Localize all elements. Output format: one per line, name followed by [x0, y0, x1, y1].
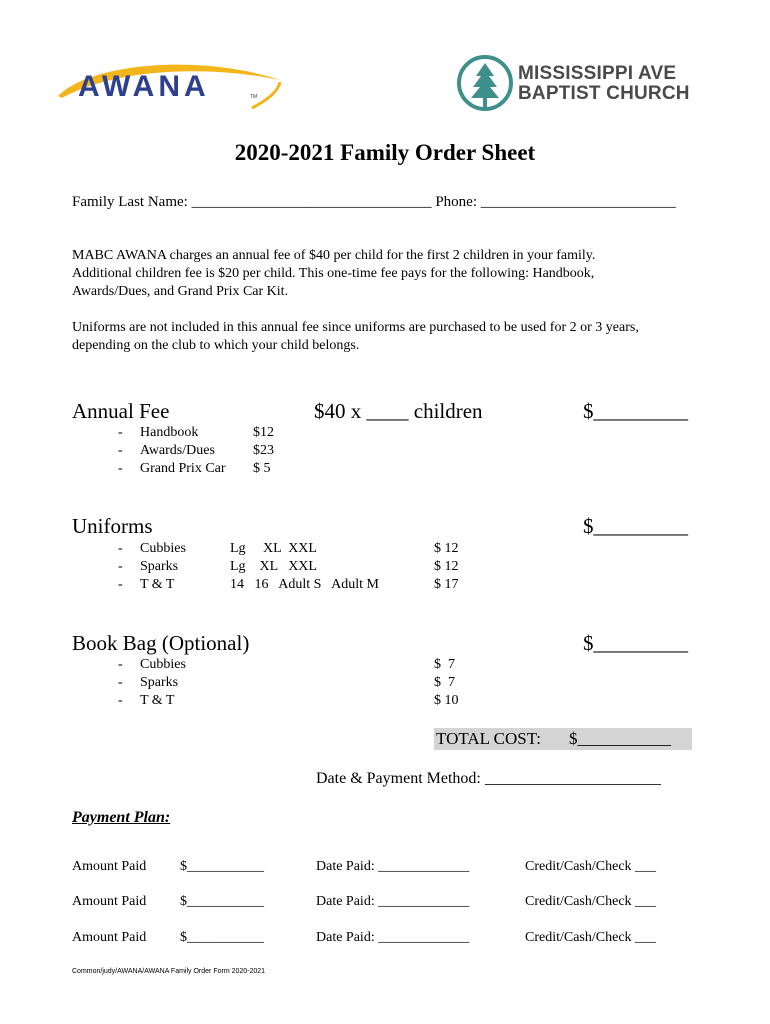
book-bag-cubbies-price: $ 7: [434, 657, 455, 672]
book-bag-tt-price: $ 10: [434, 693, 459, 708]
amount-paid-label: Amount Paid: [72, 930, 147, 945]
phone-label: Phone:: [435, 194, 477, 210]
amount-paid-label: Amount Paid: [72, 894, 147, 909]
uniform-cubbies-price: $ 12: [434, 541, 459, 556]
intro-paragraph: [72, 247, 595, 301]
page-title: 2020-2021 Family Order Sheet: [234, 140, 536, 165]
list-dash: -: [118, 657, 123, 672]
date-paid-field[interactable]: Date Paid: _____________: [316, 859, 470, 874]
uniforms-heading: Uniforms: [72, 514, 153, 538]
payment-plan-heading: Payment Plan:: [72, 809, 171, 826]
family-last-name-field[interactable]: ________________________________: [191, 194, 432, 210]
payment-method-field[interactable]: Credit/Cash/Check ___: [525, 859, 657, 874]
list-dash: -: [118, 559, 123, 574]
uniform-cubbies-label: Cubbies: [140, 541, 186, 556]
list-dash: -: [118, 425, 123, 440]
date-paid-field[interactable]: Date Paid: _____________: [316, 894, 470, 909]
amount-paid-field[interactable]: $___________: [180, 859, 264, 874]
amount-paid-field[interactable]: $___________: [180, 894, 264, 909]
uniform-tt-price: $ 17: [434, 577, 459, 592]
awana-logo: [52, 56, 292, 118]
church-name-line-1: MISSISSIPPI AVE: [518, 63, 677, 84]
list-dash: -: [118, 577, 123, 592]
grand-prix-car-label: Grand Prix Car: [140, 461, 226, 476]
book-bag-heading: Book Bag (Optional): [72, 631, 250, 655]
grand-prix-car-price: $ 5: [253, 461, 271, 476]
book-bag-amount-field[interactable]: $_________: [583, 631, 688, 655]
date-paid-field[interactable]: Date Paid: _____________: [316, 930, 470, 945]
awards-dues-label: Awards/Dues: [140, 443, 215, 458]
uniform-sparks-label: Sparks: [140, 559, 179, 574]
book-bag-tt-label: T & T: [140, 693, 175, 708]
payment-method-field[interactable]: Credit/Cash/Check ___: [525, 894, 657, 909]
annual-fee-amount-field[interactable]: $_________: [583, 399, 688, 423]
handbook-label: Handbook: [140, 425, 199, 440]
payment-method-field[interactable]: Credit/Cash/Check ___: [525, 930, 657, 945]
church-name-line-2: BAPTIST CHURCH: [518, 83, 690, 104]
list-dash: -: [118, 693, 123, 708]
amount-paid-label: Amount Paid: [72, 859, 147, 874]
awana-wordmark: AWANA: [78, 70, 210, 103]
uniform-note: [72, 319, 639, 355]
list-dash: -: [118, 541, 123, 556]
intro-line: Awards/Dues, and Grand Prix Car Kit.: [72, 284, 289, 299]
list-dash: -: [118, 461, 123, 476]
annual-fee-formula[interactable]: $40 x ____ children: [314, 399, 483, 423]
footer-path: Common/judy/AWANA/AWANA Family Order Form 2020-2021: [72, 968, 266, 975]
family-line: [72, 194, 676, 211]
total-cost-field[interactable]: $___________: [569, 729, 671, 748]
uniform-tt-label: T & T: [140, 577, 175, 592]
uniform-note-line: depending on the club to which your child belongs.: [72, 338, 360, 353]
total-cost-label: TOTAL COST:: [436, 729, 541, 748]
uniform-sparks-sizes: Lg XL XXL: [230, 559, 317, 574]
annual-fee-heading: Annual Fee: [72, 399, 170, 423]
book-bag-sparks-price: $ 7: [434, 675, 455, 690]
tree-icon: [456, 54, 514, 112]
phone-field[interactable]: __________________________: [480, 194, 676, 210]
list-dash: -: [118, 675, 123, 690]
amount-paid-field[interactable]: $___________: [180, 930, 264, 945]
uniform-note-line: Uniforms are not included in this annual fee since uniforms are purchased to be used for 2 or 3 years,: [72, 320, 639, 335]
intro-line: Additional children fee is $20 per child. This one-time fee pays for the following: Handbook,: [72, 266, 595, 281]
list-dash: -: [118, 443, 123, 458]
handbook-price: $12: [253, 425, 274, 440]
uniforms-amount-field[interactable]: $_________: [583, 514, 688, 538]
intro-line: MABC AWANA charges an annual fee of $40 per child for the first 2 children in your family.: [72, 248, 596, 263]
awana-tm: TM: [250, 94, 258, 100]
family-last-name-label: Family Last Name:: [72, 194, 188, 210]
uniform-tt-sizes: 14 16 Adult S Adult M: [230, 577, 379, 592]
book-bag-sparks-label: Sparks: [140, 675, 179, 690]
date-payment-method-field[interactable]: Date & Payment Method: ______________________: [316, 770, 661, 787]
uniform-cubbies-sizes: Lg XL XXL: [230, 541, 317, 556]
awards-dues-price: $23: [253, 443, 274, 458]
uniform-sparks-price: $ 12: [434, 559, 459, 574]
book-bag-cubbies-label: Cubbies: [140, 657, 186, 672]
